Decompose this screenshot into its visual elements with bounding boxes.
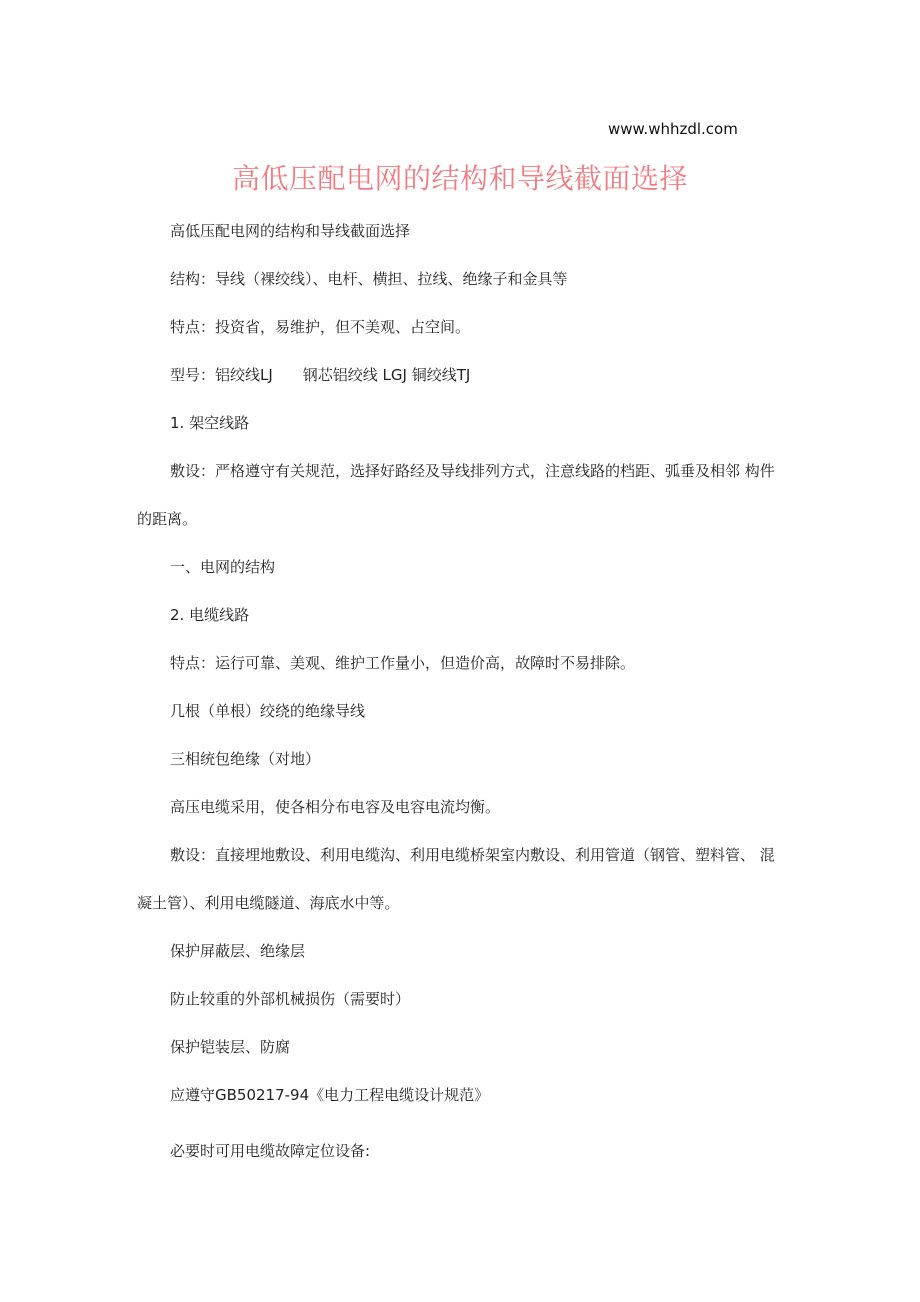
body-line-armor-layer: 保护铠装层、防腐 — [170, 1038, 291, 1056]
body-line-laying-1: 敷设：严格遵守有关规范，选择好路经及导线排列方式，注意线路的档距、弧垂及相邻 构件 — [170, 462, 775, 480]
body-line-fault-locator: 必要时可用电缆故障定位设备: — [170, 1142, 371, 1160]
body-line-models: 型号：铝绞线LJ 钢芯铝绞线 LGJ 铜绞线TJ — [170, 366, 471, 384]
body-line-twisted-conductors: 几根（单根）绞绕的绝缘导线 — [170, 702, 366, 720]
body-line-structure: 结构：导线（裸绞线）、电杆、横担、拉线、绝缘子和金具等 — [170, 270, 568, 288]
body-line-cable-features: 特点：运行可靠、美观、维护工作量小，但造价高，故障时不易排除。 — [170, 654, 636, 672]
section-overhead-lines: 1. 架空线路 — [170, 414, 250, 432]
body-line-laying-1-cont: 的距离。 — [137, 510, 198, 528]
body-line-laying-2-cont: 凝土管）、利用电缆隧道、海底水中等。 — [137, 894, 400, 912]
body-line-features: 特点：投资省，易维护，但不美观、占空间。 — [170, 318, 471, 336]
section-cable-lines: 2. 电缆线路 — [170, 606, 250, 624]
body-line-standard: 应遵守GB50217-94《电力工程电缆设计规范》 — [170, 1086, 490, 1104]
section-grid-structure: 一、电网的结构 — [170, 558, 276, 576]
site-url: www.whhzdl.com — [608, 120, 738, 138]
body-line-shield-layer: 保护屏蔽层、绝缘层 — [170, 942, 306, 960]
body-line-three-phase-insulation: 三相统包绝缘（对地） — [170, 750, 321, 768]
body-line-subtitle: 高低压配电网的结构和导线截面选择 — [170, 222, 411, 240]
body-line-hv-cable: 高压电缆采用，使各相分布电容及电容电流均衡。 — [170, 798, 501, 816]
body-line-mechanical-protection: 防止较重的外部机械损伤（需要时） — [170, 990, 411, 1008]
body-line-laying-2: 敷设：直接埋地敷设、利用电缆沟、利用电缆桥架室内敷设、利用管道（钢管、塑料管、 混 — [170, 846, 775, 864]
page-title: 高低压配电网的结构和导线截面选择 — [231, 162, 688, 195]
